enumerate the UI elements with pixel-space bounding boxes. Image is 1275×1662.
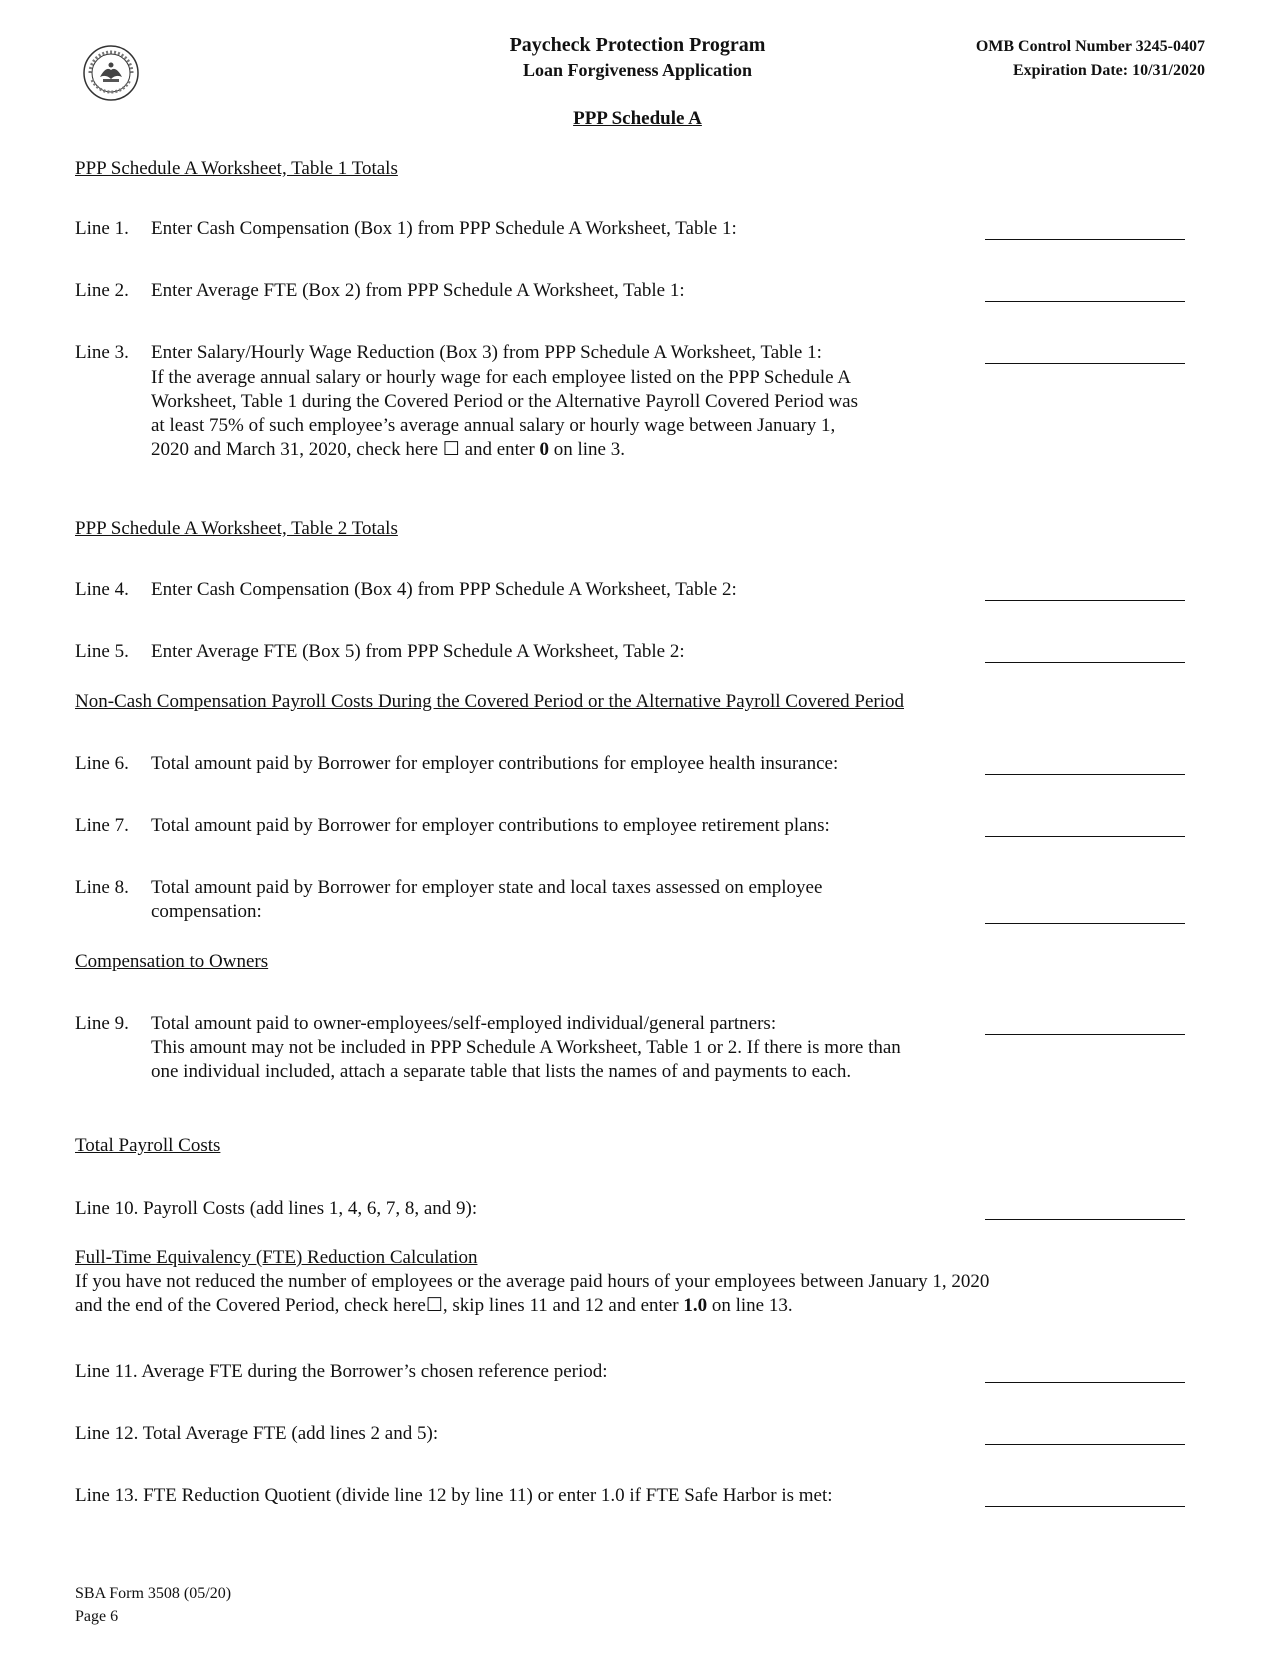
fte-safe-harbor-note [75, 1270, 1010, 1318]
line-8-input[interactable] [985, 923, 1185, 924]
line-3-note-zero: 0 [539, 439, 549, 460]
line-3-label: Enter Salary/Hourly Wage Reduction (Box 3) from PPP Schedule A Worksheet, Table 1: [151, 342, 822, 363]
omb-control-number: OMB Control Number 3245-0407 [975, 38, 1205, 55]
line-1-label: Enter Cash Compensation (Box 1) from PPP Schedule A Worksheet, Table 1: [151, 218, 737, 239]
footer-form-number: SBA Form 3508 (05/20) [75, 1585, 232, 1602]
line-3-note [151, 366, 871, 462]
line-9-label: Total amount paid to owner-employees/self-employed individual/general partners: [151, 1013, 777, 1034]
section-non-cash: Non-Cash Compensation Payroll Costs During the Covered Period or the Alternative Payroll Covered Period [75, 691, 905, 712]
line-6-input[interactable] [985, 774, 1185, 775]
section-fte-reduction: Full-Time Equivalency (FTE) Reduction Calculation [75, 1247, 478, 1268]
line-11-input[interactable] [985, 1382, 1185, 1383]
schedule-title: PPP Schedule A [573, 108, 702, 129]
line-9-input[interactable] [985, 1034, 1185, 1035]
line-1-input[interactable] [985, 239, 1185, 240]
form-subtitle: Loan Forgiveness Application [522, 60, 753, 80]
fte-note-text: If you have not reduced the number of employees or the average paid hours of your employees between January 1, 2020 and the end of the Covered Period, check here [75, 1271, 990, 1316]
line-3-note-text: If the average annual salary or hourly wage for each employee listed on the PPP Schedule A Worksheet, Table 1 during the Covered Period or the Alternative Payroll Covered Period was at least 75% of such employee’s average annual salary or hourly wage between January 1, 2020 and March 31, 2020, check here [151, 367, 859, 460]
fte-note-end: on line 13. [711, 1295, 793, 1316]
line-2-number: Line 2. [75, 280, 129, 301]
line-4-number: Line 4. [75, 579, 129, 600]
footer-page-number: Page 6 [75, 1608, 119, 1625]
line-5-number: Line 5. [75, 641, 129, 662]
line-5-label: Enter Average FTE (Box 5) from PPP Schedule A Worksheet, Table 2: [151, 641, 685, 662]
line-3-note-enter: and enter [464, 439, 535, 460]
line-11-label: Line 11. Average FTE during the Borrower’s chosen reference period: [75, 1361, 608, 1382]
fte-note-value: 1.0 [683, 1295, 708, 1316]
fte-note-skip: , skip lines 11 and 12 and enter [442, 1295, 679, 1316]
line-13-label: Line 13. FTE Reduction Quotient (divide line 12 by line 11) or enter 1.0 if FTE Safe Harbor is met: [75, 1485, 833, 1506]
line-9-number: Line 9. [75, 1013, 129, 1034]
line-8-number: Line 8. [75, 877, 129, 898]
line-6-number: Line 6. [75, 753, 129, 774]
line-7-input[interactable] [985, 836, 1185, 837]
expiration-date: Expiration Date: 10/31/2020 [1013, 62, 1205, 79]
fte-checkbox[interactable]: ☐ [425, 1295, 443, 1316]
line-4-label: Enter Cash Compensation (Box 4) from PPP Schedule A Worksheet, Table 2: [151, 579, 737, 600]
line-10-label: Line 10. Payroll Costs (add lines 1, 4, 6, 7, 8, and 9): [75, 1198, 478, 1219]
line-3-input[interactable] [985, 363, 1185, 364]
line-3-checkbox[interactable]: ☐ [442, 439, 460, 460]
line-2-label: Enter Average FTE (Box 2) from PPP Schedule A Worksheet, Table 1: [151, 280, 685, 301]
line-1-number: Line 1. [75, 218, 129, 239]
line-7-label: Total amount paid by Borrower for employer contributions to employee retirement plans: [151, 815, 830, 836]
section-owners: Compensation to Owners [75, 951, 269, 972]
line-3-number: Line 3. [75, 342, 129, 363]
line-7-number: Line 7. [75, 815, 129, 836]
line-8-label: Total amount paid by Borrower for employer state and local taxes assessed on employee compensation: [151, 877, 823, 922]
line-6-label: Total amount paid by Borrower for employer contributions for employee health insurance: [151, 753, 839, 774]
line-10-input[interactable] [985, 1219, 1185, 1220]
section-table1-totals: PPP Schedule A Worksheet, Table 1 Totals [75, 158, 398, 179]
line-9-note: This amount may not be included in PPP Schedule A Worksheet, Table 1 or 2. If there is more than one individual included, attach a separate table that lists the names of and payments to each. [151, 1037, 901, 1082]
section-total-payroll: Total Payroll Costs [75, 1135, 221, 1156]
form-title: Paycheck Protection Program [509, 34, 766, 56]
line-3-note-end: on line 3. [553, 439, 625, 460]
line-12-input[interactable] [985, 1444, 1185, 1445]
line-2-input[interactable] [985, 301, 1185, 302]
line-12-label: Line 12. Total Average FTE (add lines 2 and 5): [75, 1423, 439, 1444]
line-5-input[interactable] [985, 662, 1185, 663]
line-13-input[interactable] [985, 1506, 1185, 1507]
line-4-input[interactable] [985, 600, 1185, 601]
section-table2-totals: PPP Schedule A Worksheet, Table 2 Totals [75, 518, 398, 539]
